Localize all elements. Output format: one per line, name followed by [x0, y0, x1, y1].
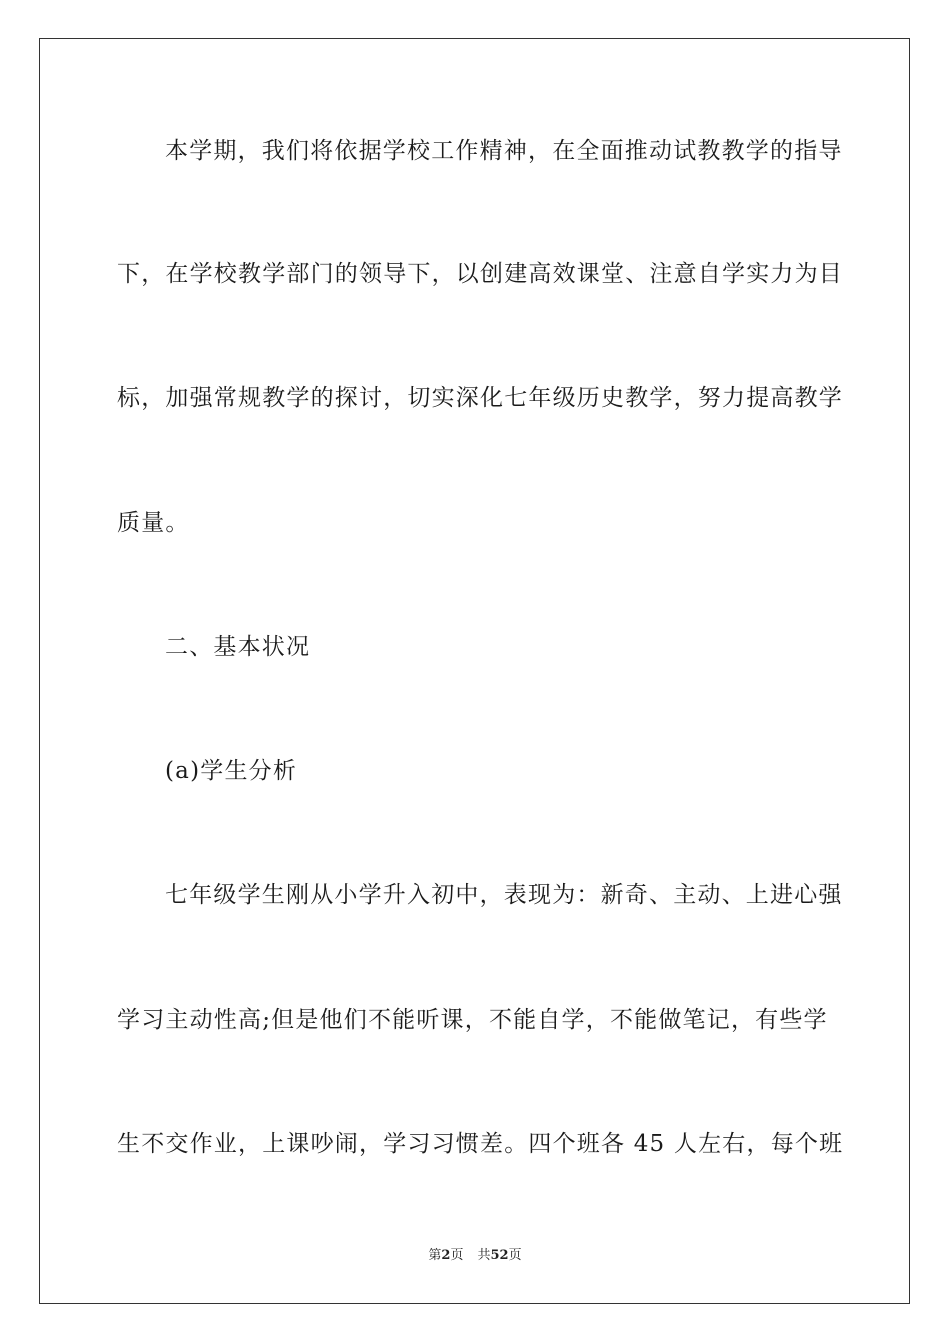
- footer-total-prefix: 共: [477, 1248, 491, 1263]
- paragraph-line-2: 下，在学校教学部门的领导下，以创建高效课堂、注意自学实力为目: [117, 261, 843, 287]
- section-heading: 二、基本状况: [165, 634, 311, 660]
- footer-total-pages: 52: [490, 1248, 509, 1263]
- footer-total-suffix: 页: [508, 1248, 522, 1263]
- paragraph-line-5: 七年级学生刚从小学升入初中，表现为：新奇、主动、上进心强: [165, 882, 843, 908]
- page-border: [39, 38, 910, 1304]
- page-footer: [0, 1247, 950, 1265]
- subsection-heading: (a)学生分析: [165, 758, 298, 784]
- footer-page-suffix: 页: [450, 1248, 464, 1263]
- paragraph-line-4: 质量。: [117, 510, 190, 536]
- footer-page-prefix: 第: [428, 1248, 442, 1263]
- footer-page-number: 2: [441, 1248, 451, 1263]
- paragraph-line-7: 生不交作业，上课吵闹，学习习惯差。四个班各 45 人左右，每个班: [117, 1131, 844, 1157]
- paragraph-line-1: 本学期，我们将依据学校工作精神，在全面推动试教教学的指导: [165, 138, 843, 164]
- paragraph-line-6: 学习主动性高;但是他们不能听课，不能自学，不能做笔记，有些学: [117, 1007, 828, 1033]
- paragraph-line-3: 标，加强常规教学的探讨，切实深化七年级历史教学，努力提高教学: [117, 385, 843, 411]
